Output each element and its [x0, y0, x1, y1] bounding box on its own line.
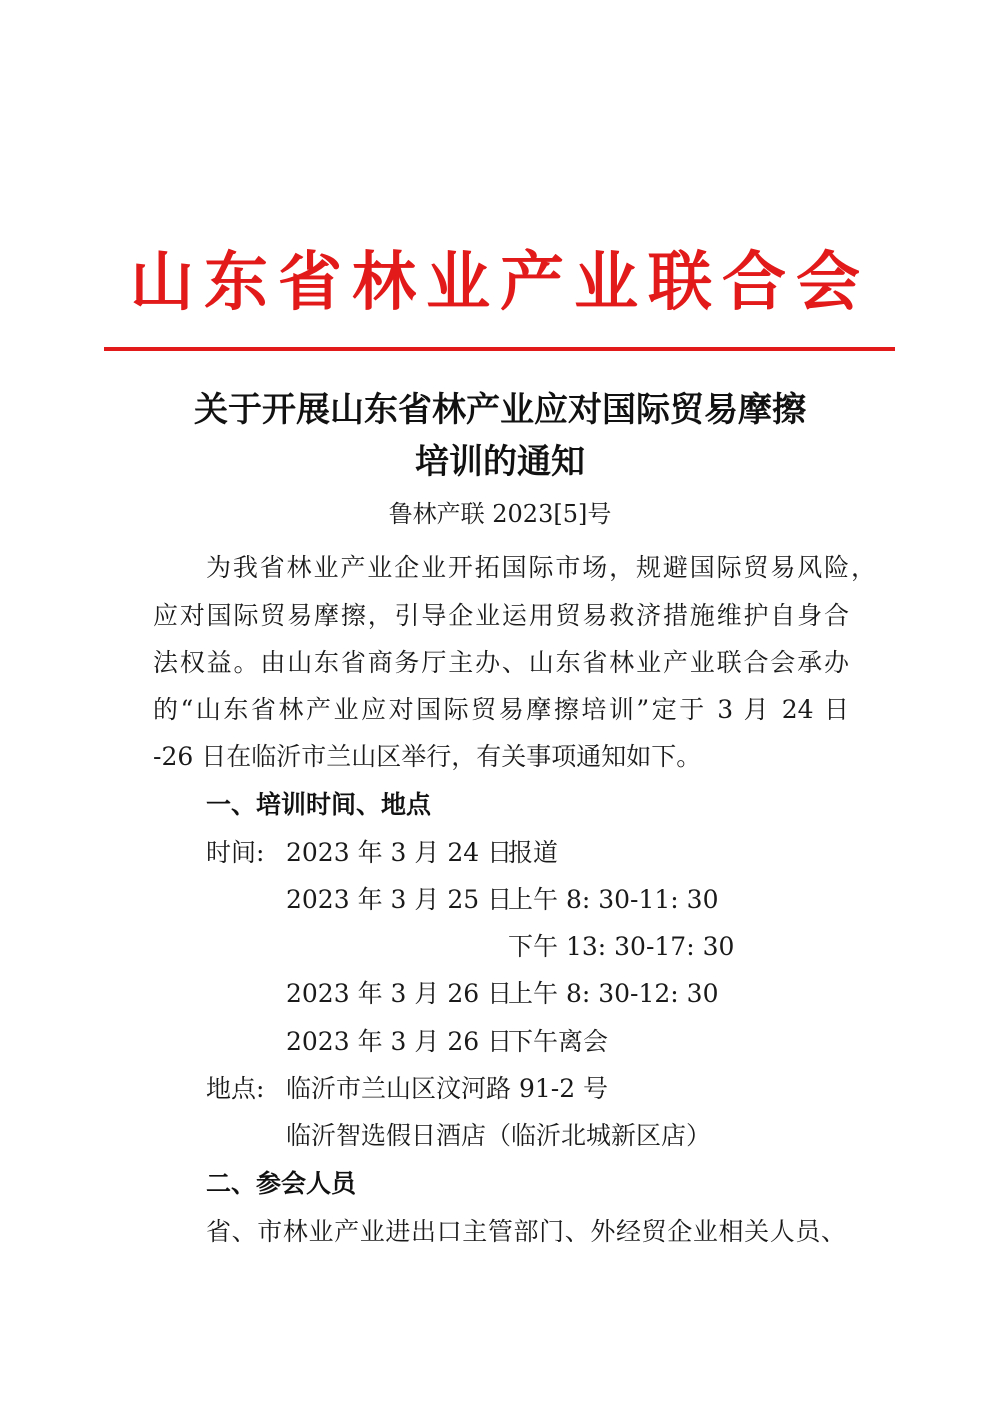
schedule-date: 2023 年 3 月 26 日: [286, 979, 513, 1008]
intro-line-1: 为我省林业产业企业开拓国际市场，规避国际贸易风险，: [206, 553, 876, 582]
place-label: 地点:: [206, 1074, 265, 1103]
schedule-date: 2023 年 3 月 24 日: [286, 838, 513, 867]
attendees-line-1: 省、市林业产业进出口主管部门、外经贸企业相关人员、: [206, 1217, 846, 1246]
intro-line-5: -26 日在临沂市兰山区举行，有关事项通知如下。: [153, 742, 702, 771]
document-title-line-2: 培训的通知: [415, 442, 585, 482]
organization-header: 山东省林业产业联合会: [130, 246, 870, 320]
schedule-activity: 下午离会: [508, 1027, 609, 1056]
intro-line-2: 应对国际贸易摩擦，引导企业运用贸易救济措施维护自身合: [153, 601, 849, 630]
intro-line-4: 的“山东省林产业应对国际贸易摩擦培训”定于 3 月 24 日: [153, 695, 849, 724]
red-divider-line: [104, 347, 895, 351]
time-label: 时间:: [206, 838, 265, 867]
document-number: 鲁林产联 2023[5]号: [388, 500, 612, 528]
schedule-activity: 报道: [508, 838, 559, 867]
section-heading-attendees: 二、参会人员: [206, 1169, 357, 1198]
section-heading-training-time-place: 一、培训时间、地点: [206, 790, 432, 819]
schedule-activity: 下午 13: 30-17: 30: [508, 932, 735, 961]
schedule-date: 2023 年 3 月 26 日: [286, 1027, 513, 1056]
schedule-activity: 上午 8: 30-12: 30: [508, 979, 719, 1008]
schedule-activity: 上午 8: 30-11: 30: [508, 885, 719, 914]
intro-line-3: 法权益。由山东省商务厅主办、山东省林业产业联合会承办: [153, 648, 849, 677]
address-line-2: 临沂智选假日酒店（临沂北城新区店）: [286, 1121, 712, 1150]
address-line-1: 临沂市兰山区汶河路 91-2 号: [286, 1074, 609, 1103]
schedule-date: 2023 年 3 月 25 日: [286, 885, 513, 914]
document-title-line-1: 关于开展山东省林产业应对国际贸易摩擦: [194, 390, 806, 430]
